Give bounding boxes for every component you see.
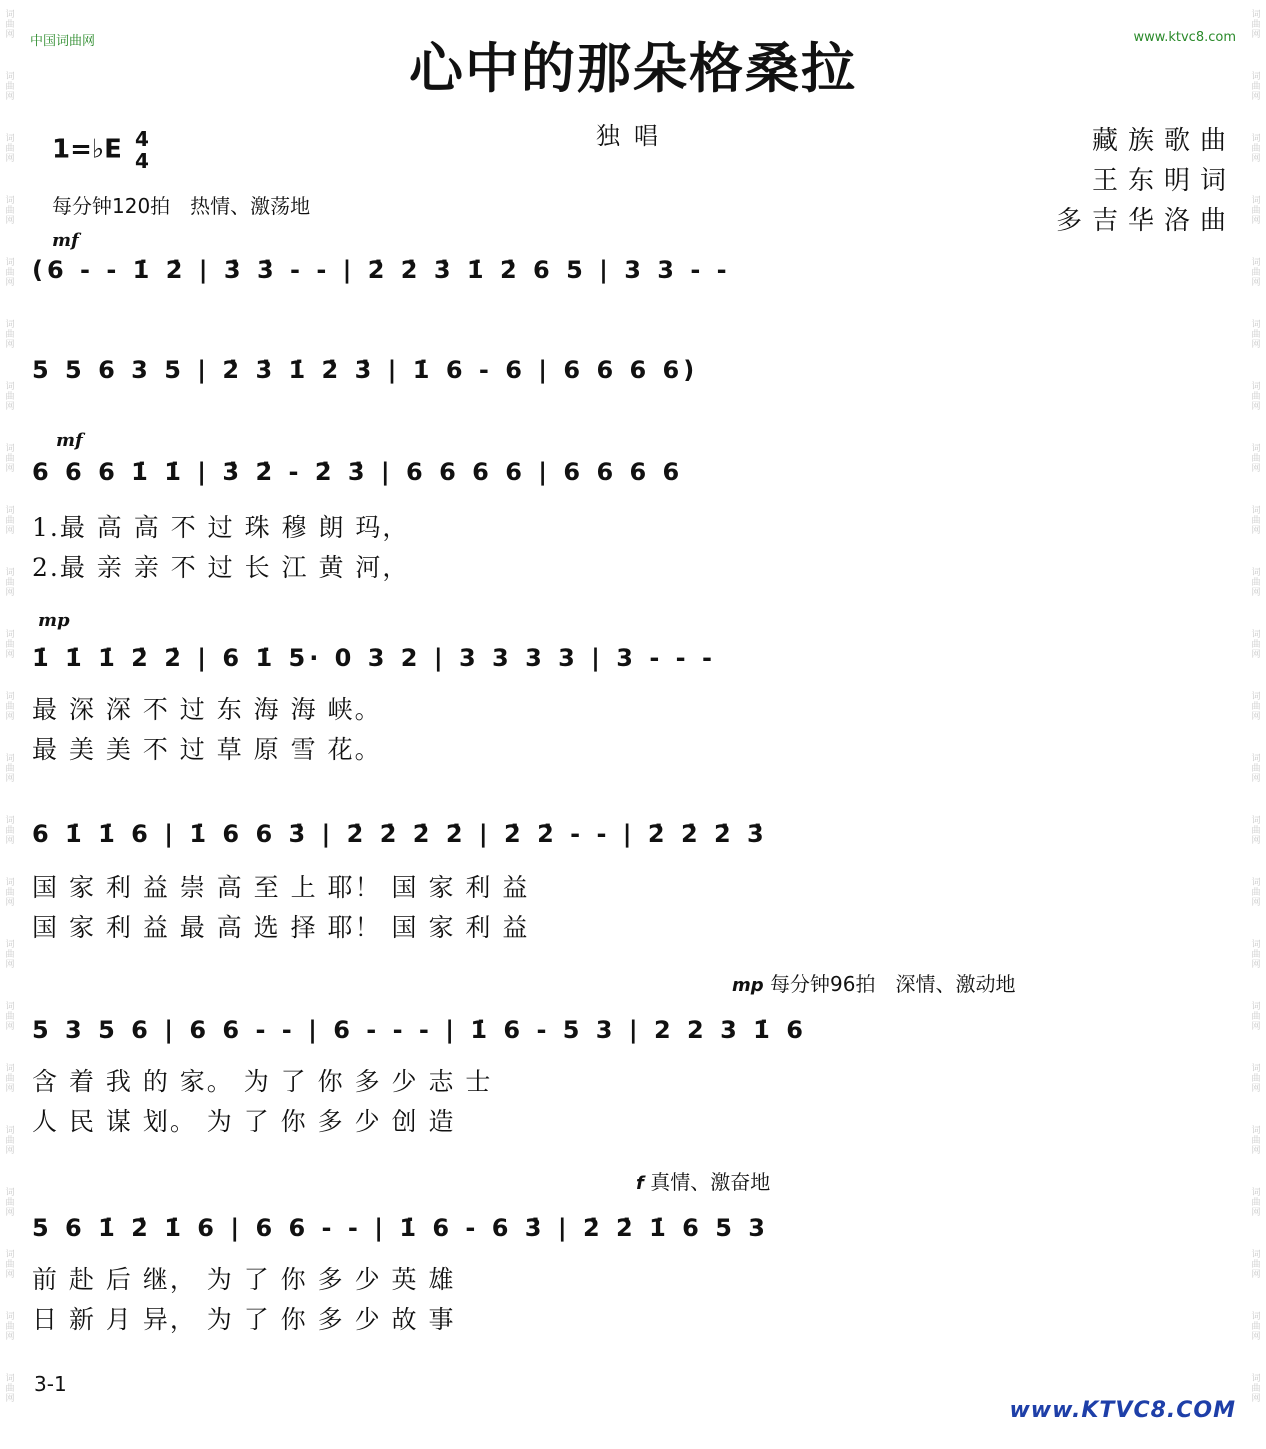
lyric-verse-1: 最 深 深 不 过 东 海 海 峡。 <box>32 695 382 724</box>
notes-line: 1̇ 1̇ 1̇ 2̇ 2̇ | 6 1̇ 5· 0 3 2 | 3 3 3 3 | 3 - - - <box>32 644 716 672</box>
side-watermark-text: 词曲网 <box>5 878 15 908</box>
side-watermark-text: 词曲网 <box>1251 1188 1261 1218</box>
side-watermark-text: 词曲网 <box>1251 1126 1261 1156</box>
side-watermark-text: 词曲网 <box>1251 444 1261 474</box>
footer-site-logo[interactable]: www.KTVC8.COM <box>1009 1398 1236 1423</box>
side-watermark-text: 词曲网 <box>5 940 15 970</box>
meter-top: 4 <box>134 127 149 151</box>
lyric-verse-1: 1.最 高 高 不 过 珠 穆 朗 玛， <box>32 513 410 542</box>
system-7 <box>32 1164 1242 1344</box>
side-watermark-text: 词曲网 <box>1251 1002 1261 1032</box>
song-title: 心中的那朵格桑拉 <box>409 37 857 100</box>
side-watermark-text: 词曲网 <box>1251 196 1261 226</box>
system-5 <box>32 800 1242 950</box>
side-watermark-text: 词曲网 <box>1251 134 1261 164</box>
lyric-verse-1: 含 着 我 的 家。 为 了 你 多 少 志 士 <box>32 1067 493 1096</box>
direction-dynamic: mp <box>732 975 764 996</box>
side-watermark-text: 词曲网 <box>1251 568 1261 598</box>
meter-bottom: 4 <box>134 149 149 173</box>
performance-type: 独唱 <box>596 122 672 150</box>
key-text: 1=♭E <box>52 134 122 165</box>
notes-line: 5 3 5 6 | 6 6 - - | 6 - - - | 1̇ 6 - 5 3 | 2 2 3 1̇ 6 <box>32 1016 807 1044</box>
notes-line: 6 6 6 1̇ 1̇ | 3̇ 2̇ - 2̇ 3̇ | 6 6 6 6 | 6 6 6 6 <box>32 458 684 486</box>
side-watermark-text: 词曲网 <box>1251 630 1261 660</box>
side-watermark-text: 词曲网 <box>5 1312 15 1342</box>
lyric-verse-1: 前 赴 后 继， 为 了 你 多 少 英 雄 <box>32 1265 456 1294</box>
direction-dynamic: f <box>636 1173 644 1194</box>
system-4 <box>32 610 1242 770</box>
side-watermark-text: 词曲网 <box>1251 72 1261 102</box>
system-3 <box>32 430 1242 580</box>
notes-line: (6 - - 1̇ 2̇ | 3̇ 3̇ - - | 2̇ 2̇ 3̇ 1̇ 2̇ 6 5 | 3 3 - - <box>32 256 731 284</box>
site-name-left[interactable]: 中国词曲网 <box>30 34 96 49</box>
side-watermark-text: 词曲网 <box>1251 1312 1261 1342</box>
direction-text: 每分钟96拍 深情、激动地 <box>770 972 1016 996</box>
system-2 <box>32 340 1242 400</box>
lyric-verse-1: 国 家 利 益 崇 高 至 上 耶！ 国 家 利 益 <box>32 873 530 902</box>
notes-line: 5 5 6 3 5 | 2̇ 3̇ 1̇ 2̇ 3̇ | 1̇ 6 - 6 | 6 6 6 6) <box>32 356 699 384</box>
side-watermark-text: 词曲网 <box>1251 10 1261 40</box>
side-watermark-text: 词曲网 <box>1251 506 1261 536</box>
side-watermark-text: 词曲网 <box>1251 816 1261 846</box>
side-watermark-text: 词曲网 <box>5 1126 15 1156</box>
direction-text: 真情、激奋地 <box>650 1170 771 1194</box>
side-watermark-text: 词曲网 <box>5 72 15 102</box>
side-watermark-text: 词曲网 <box>5 444 15 474</box>
side-watermark-text: 词曲网 <box>5 1374 15 1404</box>
side-watermark-text: 词曲网 <box>5 10 15 40</box>
side-watermark-text: 词曲网 <box>5 692 15 722</box>
side-watermark-text: 词曲网 <box>1251 1374 1261 1404</box>
side-watermark-text: 词曲网 <box>5 1188 15 1218</box>
side-watermark-text: 词曲网 <box>1251 382 1261 412</box>
side-watermark-text: 词曲网 <box>5 258 15 288</box>
side-watermark-text: 词曲网 <box>1251 940 1261 970</box>
lyric-verse-2: 日 新 月 异， 为 了 你 多 少 故 事 <box>32 1305 456 1334</box>
tempo-marking: 每分钟120拍 热情、激荡地 <box>52 194 311 218</box>
side-watermark-text: 词曲网 <box>5 1002 15 1032</box>
side-watermark-text: 词曲网 <box>5 134 15 164</box>
direction-marking <box>732 968 1015 997</box>
time-signature <box>135 128 149 172</box>
side-watermark-text: 词曲网 <box>5 754 15 784</box>
lyric-verse-2: 2.最 亲 亲 不 过 长 江 黄 河， <box>32 553 410 582</box>
side-watermark-text: 词曲网 <box>1251 754 1261 784</box>
side-watermark-text: 词曲网 <box>5 630 15 660</box>
notes-line: 5 6 1̇ 2̇ 1̇ 6 | 6 6 - - | 1̇ 6 - 6 3̇ | 2̇ 2̇ 1̇ 6 5 3 <box>32 1214 769 1242</box>
dynamic-mark: mp <box>38 610 70 631</box>
side-watermark-text: 词曲网 <box>1251 258 1261 288</box>
side-watermark-text: 词曲网 <box>5 1250 15 1280</box>
lyric-verse-2: 最 美 美 不 过 草 原 雪 花。 <box>32 735 382 764</box>
credit-composer: 多吉华洛曲 <box>1055 206 1236 236</box>
side-watermark-text: 词曲网 <box>1251 1064 1261 1094</box>
credit-lyricist: 王东明词 <box>1091 166 1236 196</box>
notes-line: 6 1̇ 1̇ 6 | 1̇ 6 6 3̇ | 2̇ 2̇ 2̇ 2̇ | 2̇ 2̇ - - | 2̇ 2̇ 2̇ 3̇ <box>32 820 768 848</box>
side-watermark-text: 词曲网 <box>5 320 15 350</box>
side-watermark-text: 词曲网 <box>5 196 15 226</box>
side-watermark-text: 词曲网 <box>5 382 15 412</box>
lyric-verse-2: 人 民 谋 划。 为 了 你 多 少 创 造 <box>32 1107 456 1136</box>
side-watermark-text: 词曲网 <box>1251 320 1261 350</box>
side-watermark-text: 词曲网 <box>5 816 15 846</box>
side-watermark-text: 词曲网 <box>5 506 15 536</box>
side-watermark-text: 词曲网 <box>1251 692 1261 722</box>
lyric-verse-2: 国 家 利 益 最 高 选 择 耶！ 国 家 利 益 <box>32 913 530 942</box>
direction-marking <box>636 1166 770 1195</box>
system-6 <box>32 966 1242 1136</box>
side-watermark-text: 词曲网 <box>1251 1250 1261 1280</box>
side-watermark-text: 词曲网 <box>1251 878 1261 908</box>
system-1 <box>32 230 1242 300</box>
side-watermark-text: 词曲网 <box>5 568 15 598</box>
page-number: 3-1 <box>34 1372 67 1396</box>
side-watermark-text: 词曲网 <box>5 1064 15 1094</box>
site-url-right[interactable]: www.ktvc8.com <box>1133 30 1236 45</box>
dynamic-mark: mf <box>52 230 79 251</box>
dynamic-mark: mf <box>56 430 83 451</box>
credit-genre: 藏族歌曲 <box>1091 126 1236 156</box>
key-signature <box>52 128 149 172</box>
